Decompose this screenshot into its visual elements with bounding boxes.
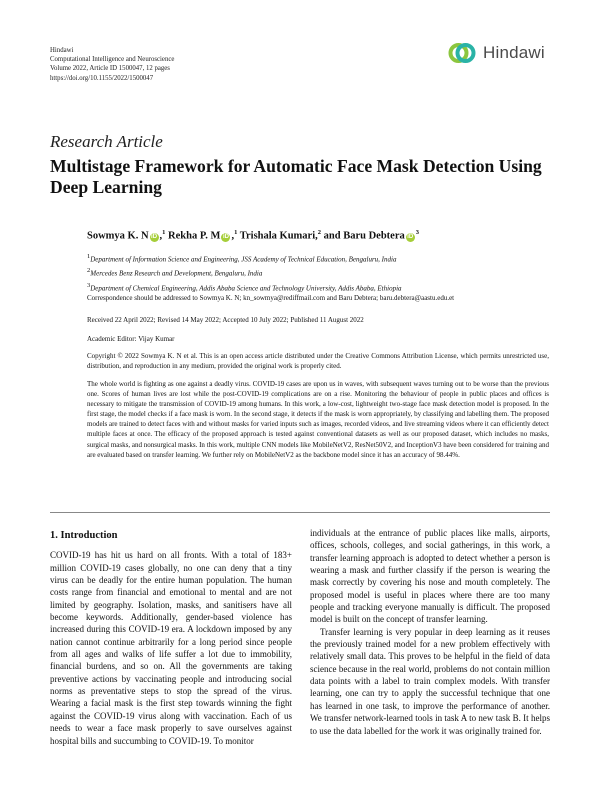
- affiliations: [87, 251, 402, 294]
- section-heading: 1. Introduction: [50, 530, 118, 541]
- orcid-icon[interactable]: iD: [407, 233, 414, 240]
- doi-link[interactable]: https://doi.org/10.1155/2022/1500047: [50, 74, 154, 82]
- abstract: The whole world is fighting as one against a deadly virus. COVID-19 cases are upon us in waves, with subsequent waves turning out to be worse than the previous one. Scores of human lives are lost while the post-COVID-19 complications are on a rise. Monitoring the behaviour of people in public places and offices is necessary to mitigate the transmission of COVID-19 among humans. In this work, a low-cost, lightweight two-stage face mask detection model is proposed. In the first stage, the model checks if a face mask is worn. In the second stage, it detects if the mask is worn appropriately, by classifying and labelling them. The proposed models are trained to detect faces with and without masks for varied inputs such as images, recorded videos, and live streaming videos where it can efficiently detect multiple faces at once. The efficacy of the proposed approach is tested against conventional datasets as well as our proposed dataset, which includes no masks, surgical masks, and nonsurgical masks. In this work, multiple CNN models like MobileNetV2, ResNet50V2, and InceptionV3 have been considered for training and are evaluated based on transfer learning. We further rely on MobileNetV2 as the backbone model since it has an accuracy of 98.44%.: [87, 380, 549, 459]
- hindawi-logo: [447, 38, 545, 68]
- hindawi-logo-text: Hindawi: [483, 43, 545, 62]
- volume-line: Volume 2022, Article ID 1500047, 12 pages: [50, 65, 170, 73]
- intro-paragraph: COVID-19 has hit us hard on all fronts. With a total of 183+ million COVID-19 cases globally, no one can deny that a tiny virus can be deadly for the entire human population. The human costs range from financial and emotional to mental and are not limited by geography. Isolation, masks, and sanitisers have all become keywords. Additionally, gender-based violence has increased during this COVID-19 era. A lockdown imposed by any nation cannot continue arbitrarily for a long period since people from all ages and walks of life suffer a lot due to immobility, financial burdens, and so on. All the governments are taking preventive actions by vaccinating people and introducing social norms as preventative steps to stop the spread of the virus. Wearing a facial mask is the first step towards winning the fight against the COVID-19 virus along with vaccination. Each of us needs to wear a face mask properly to save ourselves against hospital bills and succumbing to COVID-19. To monitor: [50, 550, 292, 746]
- affiliation-item: $^2$Mercedes Benz Research and Development, Bengaluru, India: [87, 267, 263, 278]
- journal-name: Computational Intelligence and Neuroscience: [50, 56, 175, 64]
- left-column: [50, 530, 292, 747]
- author-affil-sup: 2: [317, 229, 322, 236]
- correspondence: Correspondence should be addressed to Sowmya K. N; kn_sowmya@rediffmail.com and Baru Debtera; baru.debtera@aastu.edu.et: [87, 294, 455, 302]
- transfer-learning-paragraph: Transfer learning is very popular in deep learning as it reuses the previously trained model for a new problem effectively with relatively small data. This proves to be helpful in the field of data science because in the real world, problems do not contain million data points with a label to train complex models. With transfer learning, one can try to apply the successful technique that one has learned in one task, to improve the performance of another. We transfer network-learned tools in task A to new task B. It helps to use the data labelled for the work it was originally trained for.: [310, 626, 550, 736]
- academic-editor: Academic Editor: Vijay Kumar: [87, 335, 175, 343]
- author-affil-sup: 3: [415, 229, 419, 236]
- affiliation-item: $^1$Department of Information Science and Engineering, JSS Academy of Technical Education, Bengaluru, India: [87, 253, 397, 264]
- publisher-name: Hindawi: [50, 47, 74, 54]
- copyright-notice: Copyright © 2022 Sowmya K. N et al. This is an open access article distributed under the Creative Commons Attribution License, which permits unrestricted use, distribution, and reproduction in any medium, provided the original work is properly cited.: [87, 352, 549, 370]
- paper-title: Multistage Framework for Automatic Face Mask Detection Using Deep Learning: [50, 156, 542, 197]
- journal-info: [50, 46, 174, 83]
- author-name: Sowmya K. N: [87, 230, 149, 242]
- orcid-icon[interactable]: iD: [222, 233, 229, 240]
- intro-paragraph: individuals at the entrance of public places like malls, airports, offices, schools, colleges, and social gatherings, in this work, a transfer learning approach is adopted to detect whether a person is wearing a mask and further classify if the person is wearing the mask correctly by covering his nose and mouth completely. The proposed model is useful in places where there are too many people and tracking everyone manually is difficult. The proposed model is built on the concept of transfer learning.: [310, 528, 550, 625]
- author-affil-sup: 1: [162, 229, 166, 236]
- author-list: Sowmya K. N iD ,$^1$ Rekha P. M iD ,$^1$ Trishala Kumari,$^2$ and Baru Debtera $iD^3$: [87, 229, 419, 242]
- orcid-icon[interactable]: iD: [151, 233, 158, 240]
- author-name: Rekha P. M: [168, 230, 221, 242]
- publication-dates: Received 22 April 2022; Revised 14 May 2022; Accepted 10 July 2022; Published 11 August 2022: [87, 316, 364, 324]
- right-column: [310, 527, 550, 737]
- article-type: Research Article: [50, 132, 163, 151]
- author-affil-sup: 1: [234, 229, 238, 236]
- affiliation-item: $^3$Department of Chemical Engineering, Addis Ababa Science and Technology University, Addis Ababa, Ethiopia: [87, 281, 402, 292]
- author-name: Trishala Kumari: [239, 230, 316, 242]
- hindawi-logo-icon: [447, 38, 477, 68]
- section-divider: [50, 512, 550, 513]
- author-name: Baru Debtera: [343, 230, 405, 242]
